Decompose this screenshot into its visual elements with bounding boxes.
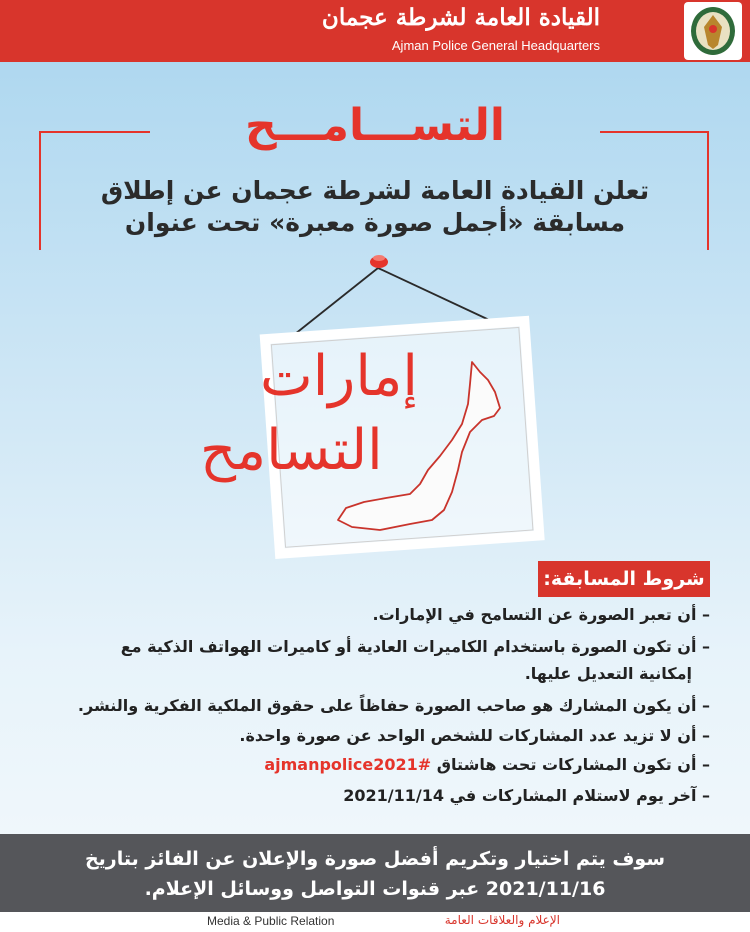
condition-item: – أن يكون المشارك هو صاحب الصورة حفاظاً على حقوق الملكية الفكرية والنشر. bbox=[77, 696, 710, 715]
conditions-title: شروط المسابقة: bbox=[538, 561, 710, 597]
frame-title-line-2: التسامح bbox=[200, 418, 383, 483]
footer-line-1: سوف يتم اختيار وتكريم أفضل صورة والإعلان عن الفائز بتاريخ bbox=[84, 848, 666, 870]
condition-item: إمكانية التعديل عليها. bbox=[524, 664, 692, 683]
intro-line-2: مسابقة «أجمل صورة معبرة» تحت عنوان bbox=[124, 208, 626, 237]
brand-name-english: Ajman Police General Headquarters bbox=[391, 38, 600, 53]
red-pin-icon bbox=[370, 255, 388, 268]
media-label-arabic: الإعلام والعلاقات العامة bbox=[444, 913, 560, 927]
condition-item: – أن لا تزيد عدد المشاركات للشخص الواحد عن صورة واحدة. bbox=[239, 726, 710, 745]
condition-item: – أن تكون الصورة باستخدام الكاميرات العادية أو كاميرات الهواتف الذكية مع bbox=[120, 637, 710, 656]
hashtag-label: #ajmanpolice2021 bbox=[264, 755, 432, 774]
media-label-english: Media & Public Relation bbox=[207, 914, 335, 928]
condition-hashtag-text: – أن تكون المشاركات تحت هاشتاق bbox=[436, 755, 710, 774]
condition-item-hashtag bbox=[264, 755, 710, 774]
footer-line-2: 2021/11/16 عبر قنوات التواصل ووسائل الإعلام. bbox=[144, 878, 606, 900]
page-headline: التســـامـــح bbox=[244, 100, 506, 151]
brand-name-arabic: القيادة العامة لشرطة عجمان bbox=[321, 4, 600, 31]
condition-item: – أن تعبر الصورة عن التسامح في الإمارات. bbox=[372, 605, 710, 624]
frame-title-line-1: إمارات bbox=[260, 344, 418, 409]
bottom-bar bbox=[0, 912, 750, 932]
intro-line-1: تعلن القيادة العامة لشرطة عجمان عن إطلاق bbox=[100, 176, 650, 205]
footer-announcement-box bbox=[0, 834, 750, 912]
condition-item: – آخر يوم لاستلام المشاركات في 2021/11/14 bbox=[343, 786, 710, 805]
